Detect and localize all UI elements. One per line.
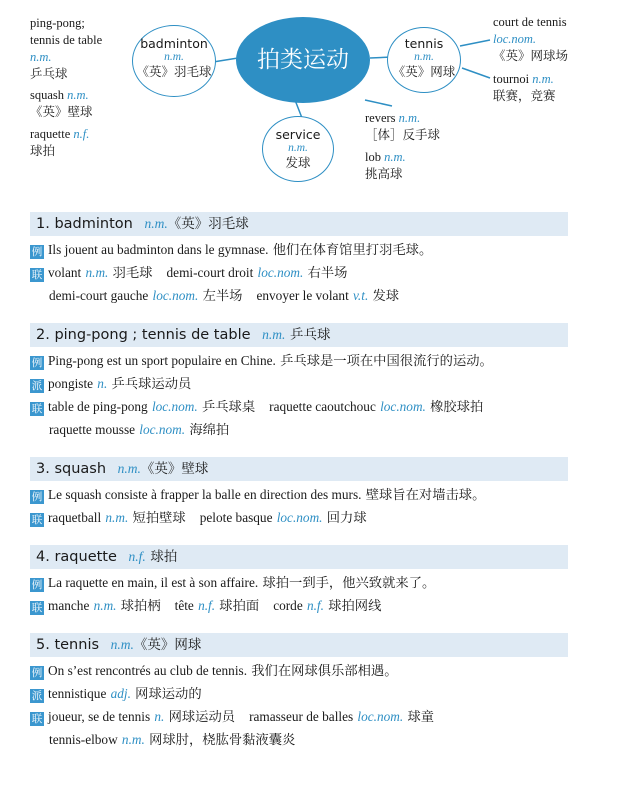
map-pingpong-word1: ping-pong; [30,16,85,30]
related-line [30,707,434,728]
map-lob-word: lob [365,150,381,164]
example-line [30,240,432,261]
map-raquette [30,126,89,160]
related-chinese: 球拍面 [219,599,260,614]
map-badminton-word: badminton [140,36,208,51]
entry-word: raquette [54,549,117,565]
related-pos: n.f. [198,598,216,613]
related-pos: v.t. [353,288,369,303]
related-pos: loc.nom. [152,288,199,303]
related-word: envoyer le volant [256,288,349,303]
connector-court [460,40,490,46]
connector-badminton [213,58,238,62]
entry-heading-badminton [30,212,568,236]
related-word: ramasseur de balles [249,709,354,724]
example-line [30,485,485,506]
related-line-continued [49,730,295,751]
entry-number: 1. [36,216,50,232]
related-word: table de ping-pong [48,399,148,414]
map-revers-zh: ［体］反手球 [365,128,441,142]
entry-translation: 《英》羽毛球 [167,216,249,232]
entry-number: 5. [36,637,50,653]
example-tag: 例 [31,579,43,591]
map-center-oval [236,17,370,103]
map-tournoi-pos: n.m. [532,72,554,86]
related-chinese: 回力球 [326,511,367,526]
related-word: tennis-elbow [49,732,118,747]
related-pos: n.f. [306,598,324,613]
related-word: joueur, se de tennis [48,709,151,724]
related-chinese: 短拍壁球 [132,511,186,526]
map-tennis-oval [387,27,461,93]
related-chinese: 海绵拍 [189,423,230,438]
related-word: raquette mousse [49,422,136,437]
related-tag: 联 [31,713,43,725]
example-tag: 例 [31,491,43,503]
example-chinese: 乒乓球是一项在中国很流行的运动。 [280,354,493,369]
map-revers [365,110,440,144]
map-badminton-zh: 《英》羽毛球 [136,64,212,79]
related-word: pelote basque [199,510,273,525]
example-french: La raquette en main, il est à son affaire. [48,575,259,590]
map-service-oval [262,116,334,182]
example-tag: 例 [31,357,43,369]
map-service-zh: 发球 [285,155,311,170]
derived-chinese: 乒乓球运动员 [111,377,192,392]
related-tag: 联 [31,602,43,614]
derived-word: pongiste [48,376,94,391]
entry-heading-squash [30,457,568,481]
related-chinese: 球拍网线 [328,599,382,614]
related-word: demi-court gauche [49,288,149,303]
related-chinese: 球拍柄 [120,599,161,614]
entry-number: 3. [36,461,50,477]
example-chinese: 他们在体育馆里打羽毛球。 [272,243,433,258]
map-squash [30,87,93,121]
map-lob-zh: 挑高球 [365,167,403,181]
map-service-pos: n.m. [288,142,308,154]
derived-line [30,684,202,705]
related-pos: loc.nom. [276,510,323,525]
related-pos: loc.nom. [380,399,426,414]
related-pos: loc.nom. [151,399,198,414]
entry-number: 4. [36,549,50,565]
derived-pos: n. [97,376,108,391]
map-squash-pos: n.m. [67,88,89,102]
derived-tag: 派 [31,690,43,702]
related-pos: n.m. [105,510,129,525]
related-word: volant [48,265,82,280]
map-raquette-zh: 球拍 [30,144,56,158]
example-line [30,573,435,594]
related-line-continued [49,420,229,441]
entry-pos: n.m. [144,216,168,231]
derived-tag: 派 [31,380,43,392]
related-word: demi-court droit [166,265,254,280]
entry-pos: n.f. [128,549,146,564]
connector-tournoi [462,68,490,78]
map-court-pos: loc.nom. [493,32,537,46]
related-word: tête [174,598,194,613]
map-raquette-pos: n.f. [73,127,90,141]
related-chinese: 球童 [407,710,435,725]
map-tennis-word: tennis [404,36,444,51]
related-chinese: 乒乓球桌 [201,400,256,415]
related-word: raquetball [48,510,102,525]
entry-pos: n.m. [110,637,134,652]
example-french: Ils jouent au badminton dans le gymnase. [48,242,269,257]
related-line [30,263,347,284]
map-tournoi-word: tournoi [493,72,530,86]
related-line-continued [49,286,399,307]
related-word: manche [48,598,90,613]
related-chinese: 左半场 [202,289,243,304]
derived-chinese: 网球运动的 [135,687,202,702]
example-french: Le squash consiste à frapper la balle en direction des murs. [48,487,362,502]
related-pos: loc.nom. [139,422,186,437]
related-chinese: 网球肘，桡肱骨黏液囊炎 [149,733,296,748]
related-chinese: 右半场 [307,266,348,281]
map-court-zh: 《英》网球场 [493,49,569,63]
map-service-word: service [275,127,321,142]
derived-line [30,374,191,395]
related-pos: loc.nom. [257,265,304,280]
related-pos: loc.nom. [357,709,404,724]
related-pos: n.m. [93,598,117,613]
map-pingpong-pos: n.m. [30,50,52,64]
related-chinese: 网球运动员 [168,710,236,725]
map-pingpong [30,15,102,83]
map-badminton-pos: n.m. [164,51,184,63]
related-tag: 联 [31,403,43,415]
example-tag: 例 [31,667,43,679]
map-revers-pos: n.m. [398,111,421,125]
entry-translation: 球拍 [150,549,178,565]
map-squash-word: squash [30,88,65,102]
related-word: raquette caoutchouc [269,399,376,414]
entry-pos: n.m. [117,461,141,476]
example-line [30,661,398,682]
example-line [30,351,493,372]
map-squash-zh: 《英》壁球 [30,105,93,119]
related-tag: 联 [31,514,43,526]
example-french: On s’est rencontrés au club de tennis. [48,663,248,678]
example-chinese: 壁球旨在对墙击球。 [365,488,486,503]
entry-word: tennis [54,637,100,653]
example-tag: 例 [31,246,43,258]
map-pingpong-zh: 乒乓球 [30,67,68,81]
example-chinese: 我们在网球俱乐部相遇。 [251,664,398,679]
map-pingpong-word2: tennis de table [30,33,103,47]
example-french: Ping-pong est un sport populaire en Chine. [48,353,276,368]
related-pos: n.m. [121,732,145,747]
entry-word: badminton [54,216,133,232]
map-badminton-oval [132,25,216,97]
entry-word: squash [54,461,107,477]
related-chinese: 橡胶球拍 [430,400,484,415]
entry-translation: 乒乓球 [290,327,331,343]
map-court [493,14,568,65]
map-tournoi [493,71,556,105]
related-word: corde [273,598,303,613]
entry-number: 2. [36,327,50,343]
map-lob [365,149,406,183]
related-line [30,508,367,529]
related-chinese: 发球 [372,289,400,304]
entry-translation: 《英》网球 [133,637,202,653]
map-raquette-word: raquette [30,127,71,141]
map-revers-word: revers [365,111,396,125]
related-chinese: 羽毛球 [112,266,153,281]
entry-pos: n.m. [262,327,286,342]
entry-heading-raquette [30,545,568,569]
derived-pos: adj. [110,686,131,701]
connector-revers [365,100,392,106]
map-tennis-zh: 《英》网球 [392,64,456,79]
example-chinese: 球拍一到手，他兴致就来了。 [262,576,436,591]
related-line [30,596,381,617]
related-tag: 联 [31,269,43,281]
map-court-word: court de tennis [493,15,567,29]
related-pos: n. [154,709,165,724]
entry-heading-pingpong [30,323,568,347]
map-tennis-pos: n.m. [414,51,434,63]
related-pos: n.m. [85,265,109,280]
map-lob-pos: n.m. [384,150,406,164]
related-line [30,397,483,418]
entry-translation: 《英》壁球 [140,461,209,477]
map-center-title: 拍类运动 [257,47,349,73]
derived-word: tennistique [48,686,107,701]
entry-word: ping-pong ; tennis de table [54,327,251,343]
map-tournoi-zh: 联赛，竞赛 [493,89,556,103]
entry-heading-tennis [30,633,568,657]
